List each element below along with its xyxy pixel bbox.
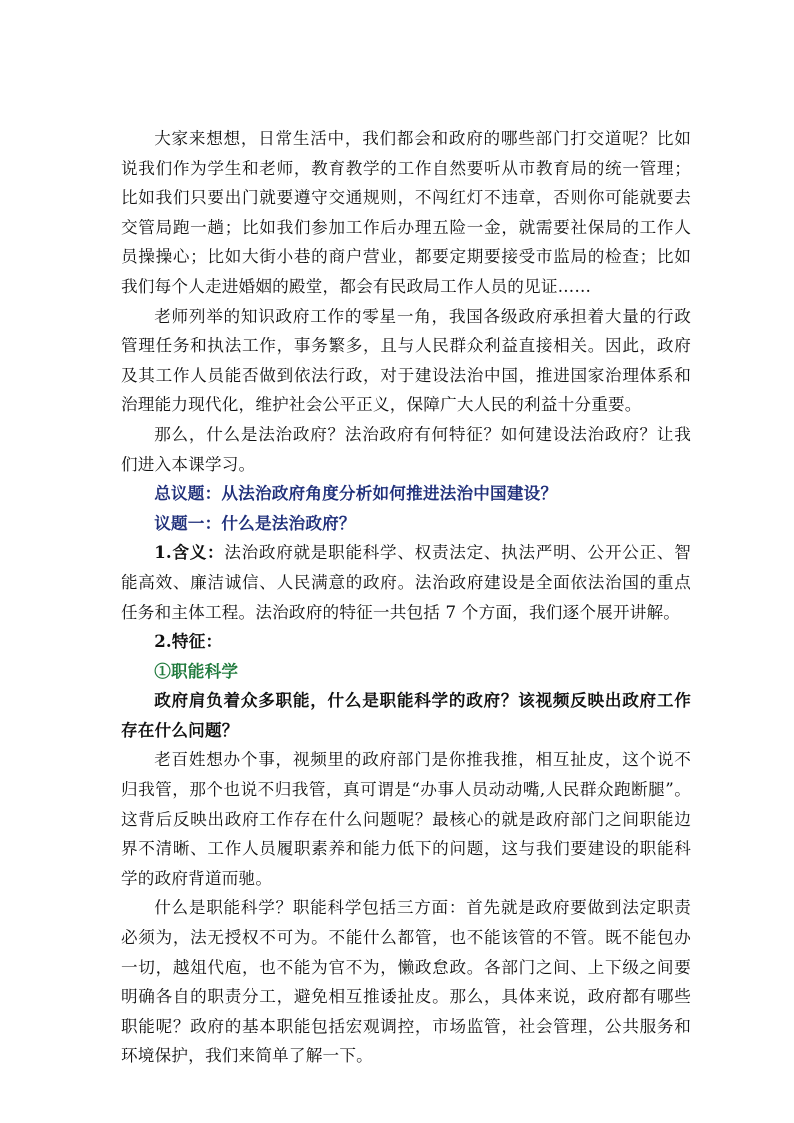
- document-body: [121, 124, 691, 1071]
- question-paragraph: 政府肩负着众多职能，什么是职能科学的政府？该视频反映出政府工作存在什么问题？: [121, 690, 691, 740]
- definition-text: 法治政府就是职能科学、权责法定、执法严明、公开公正、智能高效、廉洁诚信、人民满意的政府。法治政府建设是全面依法治国的重点任务和主体工程。法治政府的特征一共包括 7 个方面，我们逐个展开讲解。: [121, 543, 691, 622]
- intro-paragraph-3: 那么，什么是法治政府？法治政府有何特征？如何建设法治政府？让我们进入本课学习。: [121, 424, 691, 474]
- topic-one-heading: 议题一：什么是法治政府？: [154, 512, 356, 533]
- intro-paragraph-1: 大家来想想，日常生活中，我们都会和政府的哪些部门打交道呢？比如说我们作为学生和老师，教育教学的工作自然要听从市教育局的统一管理；比如我们只要出门就要遵守交通规则，不闯红灯不违章，否则你可能就要去交管局跑一趟；比如我们参加工作后办理五险一金，就需要社保局的工作人员操操心；比如大街小巷的商户营业，都要定期要接受市监局的检查；比如我们每个人走进婚姻的殿堂，都会有民政局工作人员的见证……: [121, 129, 691, 296]
- definition-label: 1.含义：: [154, 542, 225, 563]
- function-science-paragraph: 什么是职能科学？职能科学包括三方面：首先就是政府要做到法定职责必须为，法无授权不可为。不能什么都管，也不能该管的不管。既不能包办一切，越俎代庖，也不能为官不为，懒政怠政。各部门之间、上下级之间要明确各自的职责分工，避免相互推诿扯皮。那么，具体来说，政府都有哪些职能呢？政府的基本职能包括宏观调控，市场监管，社会管理，公共服务和环境保护，我们来简单了解一下。: [121, 898, 691, 1066]
- video-analysis-paragraph: 老百姓想办个事，视频里的政府部门是你推我推，相互扯皮，这个说不归我管，那个也说不归我管，真可谓是“办事人员动动嘴,人民群众跑断腿”。这背后反映出政府工作存在什么问题呢？最核心的就是政府部门之间职能边界不清晰、工作人员履职素养和能力低下的问题，这与我们要建设的职能科学的政府背道而驰。: [121, 750, 691, 888]
- definition-paragraph: [121, 538, 691, 627]
- features-label: 2.特征：: [154, 631, 223, 652]
- intro-paragraph-2: 老师列举的知识政府工作的零星一角，我国各级政府承担着大量的行政管理任务和执法工作，事务繁多，且与人民群众利益直接相关。因此，政府及其工作人员能否做到依法行政，对于建设法治中国，推进国家治理体系和治理能力现代化，维护社会公平正义，保障广大人民的利益十分重要。: [121, 306, 691, 415]
- general-topic-heading: 总议题：从法治政府角度分析如何推进法治中国建设？: [154, 483, 558, 504]
- feature-one-heading: ①职能科学: [154, 660, 239, 681]
